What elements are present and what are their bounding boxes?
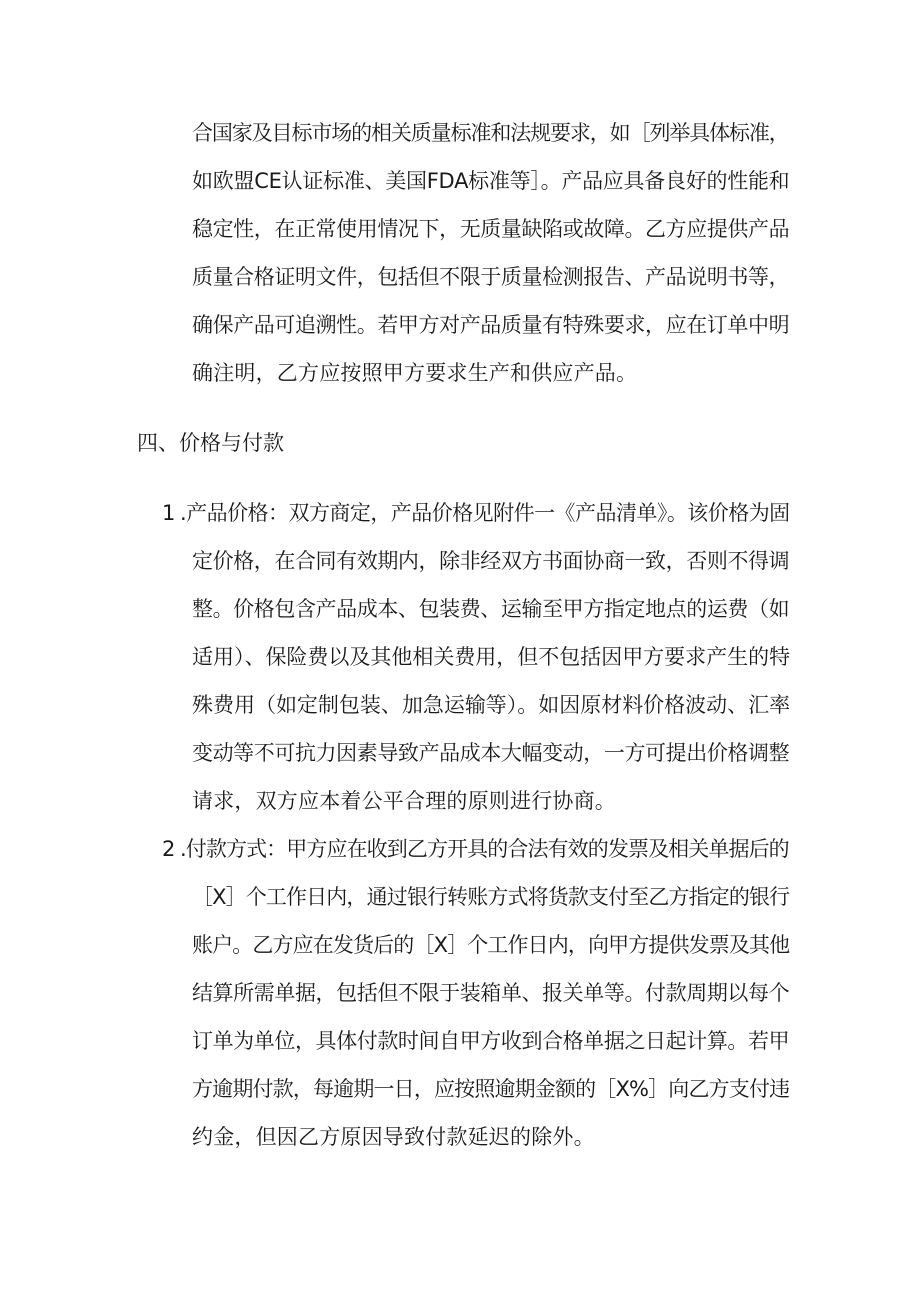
paragraph-line: 如欧盟CE认证标准、美国FDA标准等］。产品应具备良好的性能和: [192, 169, 790, 193]
paragraph-line: 稳定性，在正常使用情况下，无质量缺陷或故障。乙方应提供产品: [192, 217, 790, 241]
list-item-line: 殊费用（如定制包装、加急运输等）。如因原材料价格波动、汇率: [192, 693, 791, 717]
paragraph-line: 质量合格证明文件，包括但不限于质量检测报告、产品说明书等，: [192, 265, 790, 289]
list-item-line: 整。价格包含产品成本、包装费、运输至甲方指定地点的运费（如: [192, 597, 790, 621]
list-item-line: 约金，但因乙方原因导致付款延迟的除外。: [192, 1125, 595, 1149]
list-item-line: 订单为单位，具体付款时间自甲方收到合格单据之日起计算。若甲: [192, 1029, 790, 1053]
list-item-line: ［X］个工作日内，通过银行转账方式将货款支付至乙方指定的银行: [192, 885, 790, 909]
paragraph-line: 确注明，乙方应按照甲方要求生产和供应产品。: [192, 361, 638, 385]
list-item-number: 2: [162, 837, 176, 861]
list-item-number: 1: [162, 501, 176, 525]
paragraph-line: 合国家及目标市场的相关质量标准和法规要求，如［列举具体标准，: [192, 121, 789, 145]
list-item-line: 请求，双方应本着公平合理的原则进行协商。: [192, 789, 616, 813]
list-item-line: 定价格，在合同有效期内，除非经双方书面协商一致，否则不得调: [192, 549, 790, 573]
list-item-line: .产品价格：双方商定，产品价格见附件一《产品清单》。该价格为固: [180, 501, 790, 525]
section-heading: 四、价格与付款: [137, 431, 284, 455]
list-item-line: 适用）、保险费以及其他相关费用，但不包括因甲方要求产生的特: [192, 645, 791, 669]
paragraph-line: 确保产品可追溯性。若甲方对产品质量有特殊要求，应在订单中明: [192, 313, 790, 337]
list-item-line: 结算所需单据，包括但不限于装箱单、报关单等。付款周期以每个: [192, 981, 790, 1005]
list-item-line: 账户。乙方应在发货后的［X］个工作日内，向甲方提供发票及其他: [192, 933, 790, 957]
list-item-line: 变动等不可抗力因素导致产品成本大幅变动，一方可提出价格调整: [192, 741, 790, 765]
list-item-line: .付款方式：甲方应在收到乙方开具的合法有效的发票及相关单据后的: [180, 837, 789, 861]
list-item-line: 方逾期付款，每逾期一日，应按照逾期金额的［X%］向乙方支付违: [192, 1077, 790, 1101]
